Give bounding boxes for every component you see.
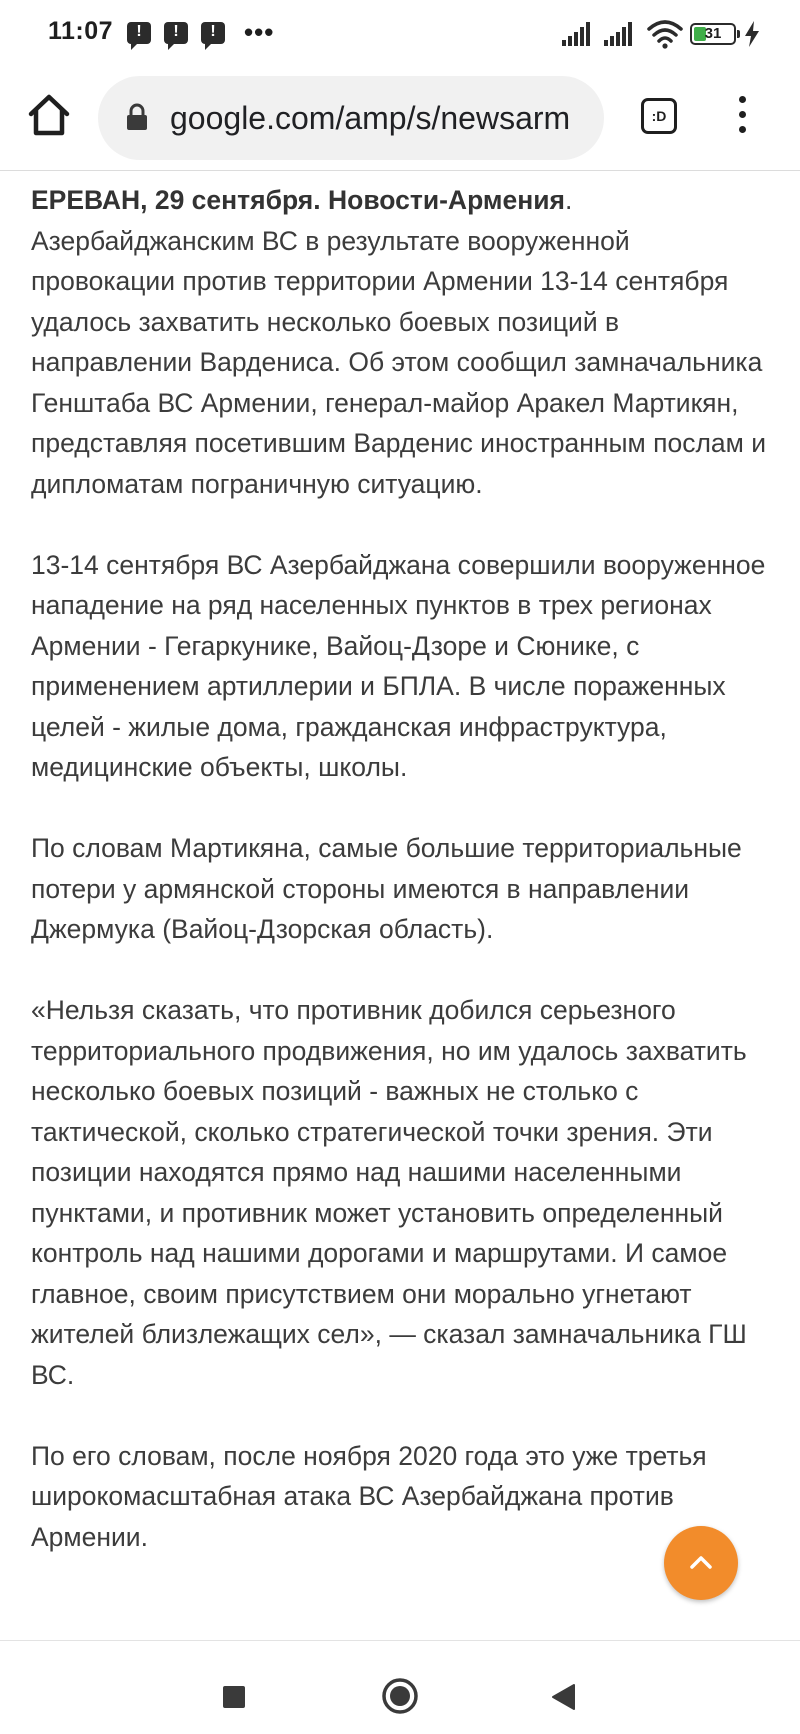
home-icon[interactable] <box>26 92 72 138</box>
article-paragraph <box>31 180 777 504</box>
chevron-up-icon <box>686 1550 716 1576</box>
article-paragraph: По словам Мартикяна, самые большие территориальные потери у армянской стороны имеются в направлении Джермука (Вайоц-Дзорская область). <box>31 833 742 944</box>
article-paragraph: «Нельзя сказать, что противник добился серьезного территориального продвижения, но им удалось захватить несколько боевых позиций - важных не столько с тактической, сколько стратегической точки зрения. Эти позиции находятся прямо над нашими населенными пунктами, и противник может установить определенный контроль над нашими дорогами и маршрутами. И самое главное, своим присутствием они морально угнетают жителей близлежащих сел», — сказал замначальника ГШ ВС. <box>31 995 747 1390</box>
address-bar[interactable] <box>98 76 604 160</box>
home-nav-icon[interactable] <box>381 1677 419 1715</box>
more-notifications-icon: ••• <box>244 17 275 47</box>
article-dateline: ЕРЕВАН, 29 сентября. Новости-Армения <box>31 185 566 215</box>
signal-icon <box>604 22 638 46</box>
signal-icon <box>562 22 596 46</box>
battery-percent: 31 <box>704 25 722 42</box>
charging-icon <box>744 21 760 47</box>
article-paragraph: 13-14 сентября ВС Азербайджана совершили вооруженное нападение на ряд населенных пунктов в трех регионах Армении - Гегаркунике, Вайоц-Дзоре и Сюнике, с применением артиллерии и БПЛА. В числе пораженных целей - жилые дома, гражданская инфраструктура, медицинские объекты, школы. <box>31 549 766 782</box>
recents-icon[interactable] <box>223 1686 245 1708</box>
battery-tip <box>737 30 740 38</box>
lock-icon <box>126 103 148 131</box>
menu-icon[interactable] <box>728 96 756 138</box>
notification-icon: ! <box>201 22 225 44</box>
wifi-icon <box>646 19 684 49</box>
notification-icon: ! <box>164 22 188 44</box>
back-icon[interactable] <box>550 1683 576 1711</box>
status-time: 11:07 <box>48 17 114 45</box>
url-text[interactable]: google.com/amp/s/newsarm <box>170 100 571 136</box>
scroll-to-top-button[interactable] <box>664 1526 738 1600</box>
article-body <box>31 180 777 1598</box>
battery-icon <box>690 23 736 45</box>
reader-mode-icon[interactable]: :D <box>641 98 677 134</box>
status-bar <box>0 0 800 70</box>
paragraph-text: Азербайджанским ВС в результате вооруженной провокации против территории Армении 13-14 сентября удалось захватить несколько боевых позиций в направлении Вардениса. Об этом сообщил замначальника Генштаба ВС Армении, генерал-майор Аракел Мартикян, представляя посетившим Варденис иностранным послам и дипломатам пограничную ситуацию. <box>31 225 767 499</box>
navigation-bar <box>0 1640 800 1734</box>
browser-toolbar <box>0 70 800 171</box>
dateline-period: . <box>565 185 573 215</box>
notification-icon: ! <box>127 22 151 44</box>
article-paragraph: По его словам, после ноября 2020 года это уже третья широкомасштабная атака ВС Азербайджана против Армении. <box>31 1440 707 1552</box>
